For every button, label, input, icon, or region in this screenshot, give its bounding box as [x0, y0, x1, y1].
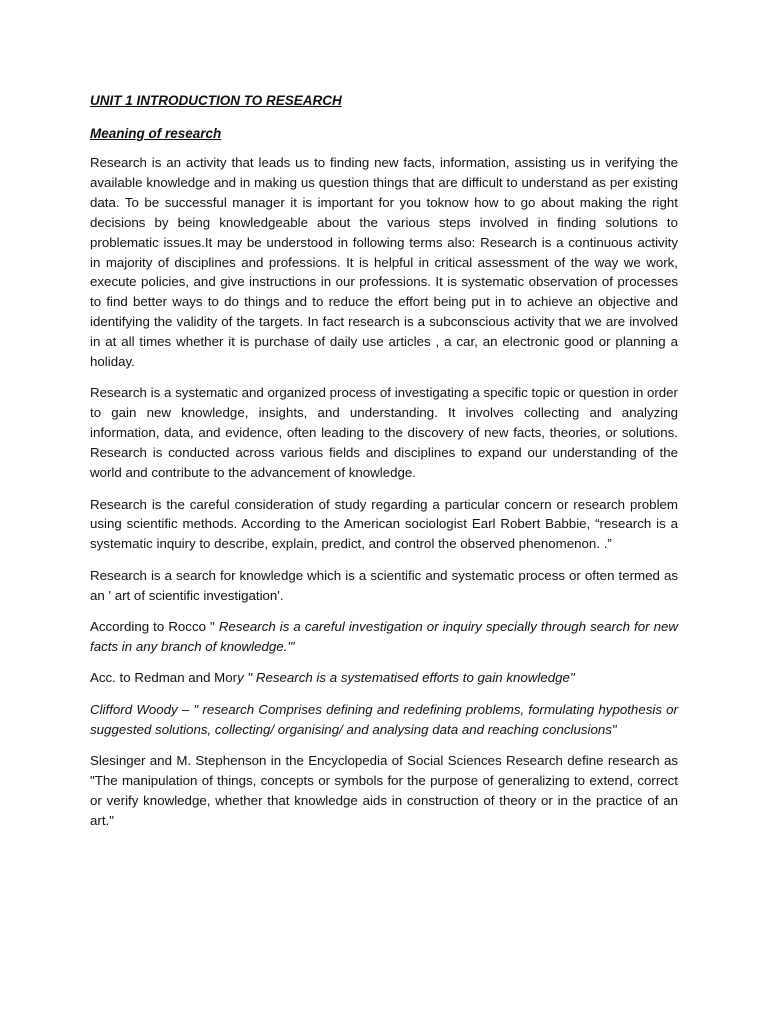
paragraph-activity: Research is an activity that leads us to finding new facts, information, assisting us in verifying the available knowledge and in making us question things that are difficult to understand as per existing data. To be successful manager it is important for you toknow how to go about making the right decisions by being knowledgeable about the various steps involved in finding solutions to problematic issues.It may be understood in following terms also: Research is a continuous activity in majority of disciplines and professions. It is helpful in critical assessment of the way we work, execute policies, and give instructions in our professions. It is systematic observation of processes to find better ways to do things and to reduce the effort being put in to achieve an objective and identifying the validity of the targets. In fact research is a subconscious activity that we are involved in at all times whether it is purchase of daily use articles , a car, an electronic good or planning a holiday.: [90, 155, 678, 370]
paragraph-slesinger: Slesinger and M. Stephenson in the Encyclopedia of Social Sciences Research define research as "The manipulation of things, concepts or symbols for the purpose of generalizing to extend, correct or verify knowledge, whether that knowledge aids in construction of theory or in the practice of an art.": [90, 753, 678, 828]
paragraph-rocco: [90, 617, 678, 657]
paragraph-redman: [90, 668, 678, 688]
redman-quote: y " Research is a systematised efforts to gain knowledge": [237, 670, 575, 686]
paragraph-search-for-knowledge: Research is a search for knowledge which is a scientific and systematic process or often termed as an ' art of scientific investigation'.: [90, 567, 678, 603]
paragraph-systematic-process: Research is a systematic and organized process of investigating a specific topic or question in order to gain new knowledge, insights, and understanding. It involves collecting and analyzing information, data, and evidence, often leading to the discovery of new facts, theories, or solutions. Research is conducted across various fields and disciplines to expand our understanding of the world and contribute to the advancement of knowledge.: [90, 385, 678, 481]
unit-title: UNIT 1 INTRODUCTION TO RESEARCH: [90, 93, 342, 108]
section-heading: Meaning of research: [90, 126, 222, 141]
rocco-lead: According to Rocco ": [90, 619, 219, 635]
document-page: [90, 92, 678, 842]
redman-lead: Acc. to Redman and Mor: [90, 670, 238, 686]
paragraph-babbie: Research is the careful consideration of study regarding a particular concern or research problem using scientific methods. According to the American sociologist Earl Robert Babbie, “research is a systematic inquiry to describe, explain, predict, and control the observed phenomenon. .”: [90, 496, 678, 552]
rocco-quote: Research is a careful investigation or inquiry specially through search for new facts in any branch of knowledge.'": [90, 619, 678, 654]
paragraph-clifford-woody: Clifford Woody – " research Comprises defining and redefining problems, formulating hypothesis or suggested solutions, collecting/ organising/ and analysing data and reaching conclusions": [90, 701, 678, 737]
